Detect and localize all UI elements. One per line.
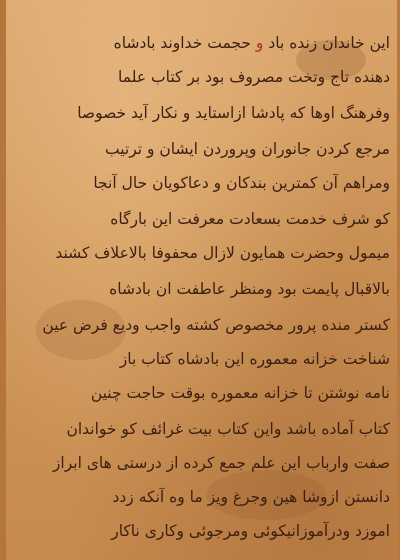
manuscript-line: میمول وحضرت همایون لازال محفوفا بالاعلاف کشند <box>55 244 390 262</box>
manuscript-text <box>20 18 390 548</box>
manuscript-line: مرجع کردن جانوران وپروردن ایشان و ترتیب <box>105 140 390 158</box>
manuscript-line: صفت وارباب این علم جمع کرده از درستی های ابراز <box>52 454 390 472</box>
manuscript-line: وفرهنگ اوها که پادشا ازاستاید و نکار آید خصوصا <box>77 104 390 122</box>
manuscript-line: این خاندان زنده باد و حجمت خداوند بادشاه <box>113 34 390 52</box>
manuscript-line: شناخت خزانه معموره این بادشاه کتاب باز <box>119 350 390 368</box>
manuscript-line: اموزد ودرآموزانیکوئی ومرجوئی وکاری ناکار <box>111 522 390 540</box>
manuscript-line: بالاقبال پایمت بود ومنظر عاطفت ان بادشاه <box>109 280 390 298</box>
rubric-letter: و <box>255 34 264 52</box>
manuscript-line: کستر منده پرور مخصوص کشته واجب ودیع فرض عین <box>42 316 390 334</box>
manuscript-line: دهنده تاج وتخت مصروف بود بر کتاب علما <box>118 68 390 86</box>
manuscript-line: کتاب آماده باشد واین کتاب بیت غرائف کو خواندان <box>66 420 390 438</box>
manuscript-line: نامه نوشتن تا خزانه معموره بوقت حاجت چنین <box>90 384 390 402</box>
manuscript-line: ومراهم آن کمترین بندکان و دعاکویان حال آنجا <box>93 174 390 192</box>
manuscript-line: کو شرف خدمت بسعادت معرفت این بارگاه <box>110 210 390 228</box>
manuscript-line: دانستن ازوشا هین وجرغ ویز ما وه آنکه زدد <box>112 488 390 506</box>
